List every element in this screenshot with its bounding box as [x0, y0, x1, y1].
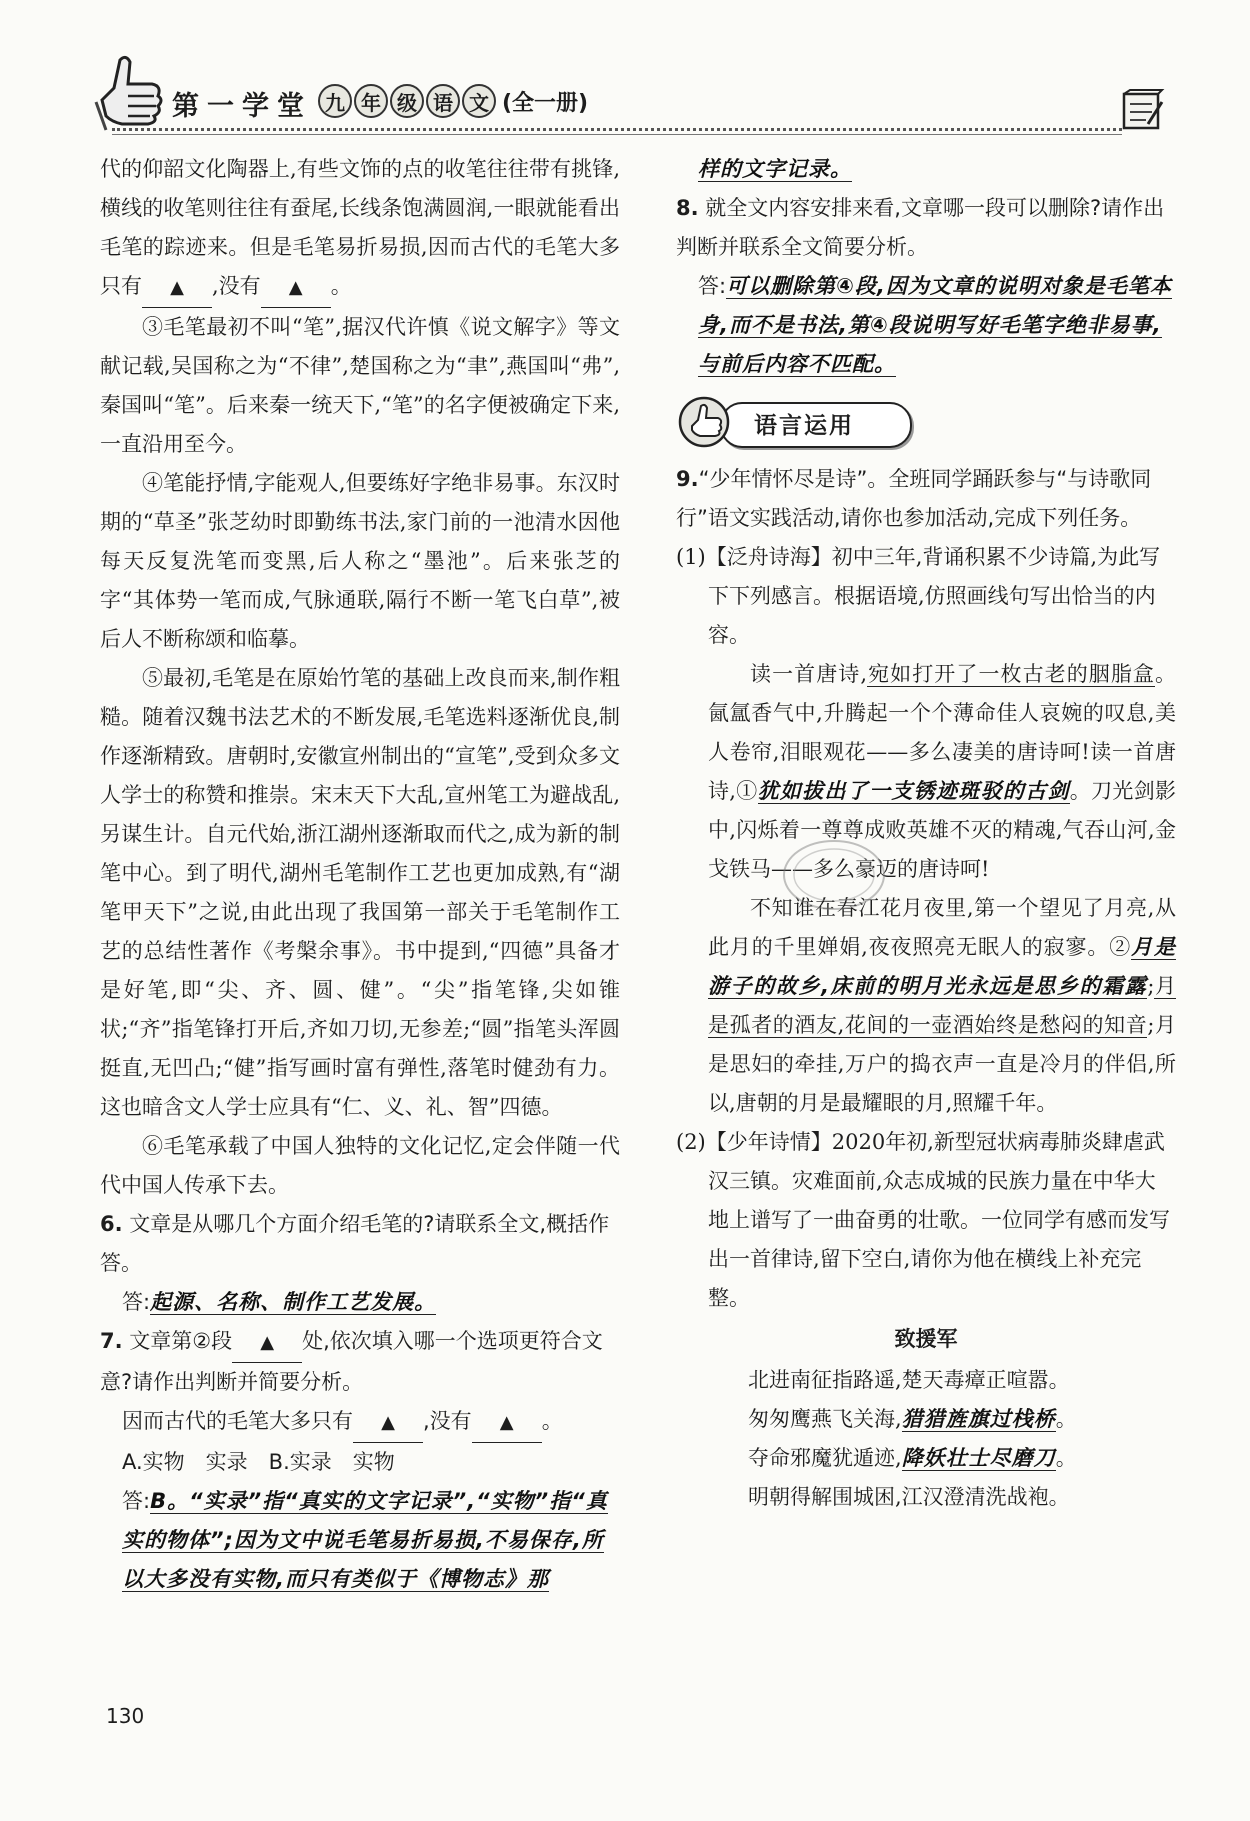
- question-number: 7.: [100, 1329, 123, 1353]
- subquestion-text: 【少年诗情】2020年初,新型冠状病毒肺炎肆虐武汉三镇。灾难面前,众志成城的民族力量在中华大地上谱写了一曲奋勇的壮歌。一位同学有感而发写出一首律诗,留下空白,请你为他在横线上补充完整。: [705, 1130, 1170, 1310]
- handwritten-answer: 样的文字记录。: [698, 157, 852, 181]
- poem-text: 夺命邪魔犹遁迹,: [748, 1446, 902, 1470]
- paragraph-2-cont: [100, 150, 620, 308]
- grade-char: 级: [390, 84, 424, 118]
- blank: ▲: [142, 267, 212, 308]
- passage-text: 不知谁在春江花月夜里,第一个望见了月亮,从此月的千里婵娟,夜夜照亮无眠人的寂寥。②: [708, 896, 1176, 959]
- grade-char: 九: [318, 84, 352, 118]
- subquestion-2: [676, 1123, 1176, 1318]
- answer-label: 答:: [698, 274, 727, 298]
- passage-text: 。刀光剑影中,闪烁着一尊尊成败英雄不灭的精魂,气吞山河,金戈铁马——多么豪迈的唐诗呵!: [708, 779, 1176, 881]
- handwritten-answer: B。“实录”指“真实的文字记录”,“实物”指“真实的物体”;因为文中说毛笔易折易损,不易保存,所以大多没有实物,而只有类似于《博物志》那: [122, 1489, 608, 1591]
- subquestion-label: (1): [676, 545, 706, 569]
- answer-label: 答:: [122, 1489, 151, 1513]
- grade-chars: [318, 84, 498, 118]
- answer-label: 答:: [122, 1290, 151, 1314]
- question-number: 8.: [676, 196, 699, 220]
- passage-2: [676, 889, 1176, 1123]
- question-7-options: A.实物 实录 B.实录 实物: [122, 1450, 395, 1474]
- grade-char: 文: [462, 84, 496, 118]
- poem-text: 匆匆鹰燕飞关海,: [748, 1407, 902, 1431]
- question-9: [676, 460, 1176, 538]
- handwritten-answer: 起源、名称、制作工艺发展。: [150, 1290, 437, 1314]
- section-title: 语言运用: [754, 413, 854, 439]
- page-number: 130: [106, 1704, 145, 1728]
- question-text: 处,依次填入哪一个选项更符合文意?请作出判断并简要分析。: [100, 1329, 603, 1394]
- question-text: 文章第②段: [129, 1329, 233, 1353]
- handwritten-answer: 降妖壮士尽磨刀: [901, 1446, 1056, 1470]
- handwritten-answer: 犹如拔出了一支锈迹斑驳的古剑: [757, 779, 1070, 803]
- answer-8: [676, 267, 1176, 384]
- paragraph-text: 代的仰韶文化陶器上,有些文饰的点的收笔往往带有挑锋,横线的收笔则往往有蚕尾,长线条饱满圆润,一眼就能看出毛笔的踪迹来。但是毛笔易折易损,因而古代的毛笔大多只有: [100, 157, 620, 298]
- poem-line: 北进南征指路遥,楚天毒瘴正喧嚣。: [748, 1368, 1070, 1392]
- answer-7-cont: [676, 150, 1176, 189]
- blank: ▲: [353, 1402, 423, 1443]
- thumbs-up-badge-icon: [676, 394, 732, 450]
- section-header: [676, 394, 1176, 454]
- grade-char: 年: [354, 84, 388, 118]
- question-7-sentence: [100, 1402, 620, 1443]
- paragraph-text: 。: [330, 274, 352, 298]
- passage-text: 。氤氲香气中,升腾起一个个薄命佳人哀婉的叹息,美人卷帘,泪眼观花——多么凄美的唐诗呵!读一首唐诗,①: [708, 662, 1176, 803]
- poem-title: 致援军: [894, 1327, 958, 1351]
- question-number: 6.: [100, 1212, 123, 1236]
- handwritten-answer: 可以删除第④段,因为文章的说明对象是毛笔本身,而不是书法,第④段说明写好毛笔字绝非易事,与前后内容不匹配。: [698, 274, 1172, 376]
- paragraph-4: ④笔能抒情,字能观人,但要练好字绝非易事。东汉时期的“草圣”张芝幼时即勤练书法,家门前的一池清水因他每天反复洗笔而变黑,后人称之“墨池”。后来张芝的字“其体势一笔而成,气脉通联,隔行不断一笔飞白草”,被后人不断称颂和临摹。: [100, 471, 620, 651]
- paragraph-6: ⑥毛笔承载了中国人独特的文化记忆,定会伴随一代代中国人传承下去。: [100, 1134, 620, 1197]
- question-number: 9.: [676, 467, 699, 491]
- grade-badge: [318, 84, 588, 118]
- question-text: 就全文内容安排来看,文章哪一段可以删除?请作出判断并联系全文简要分析。: [676, 196, 1165, 259]
- volume-label: (全一册): [502, 90, 589, 116]
- grade-char: 语: [426, 84, 460, 118]
- answer-6: [100, 1283, 620, 1322]
- left-column: [100, 150, 620, 1599]
- subquestion-label: (2): [676, 1130, 706, 1154]
- poem-text: 。: [1055, 1446, 1077, 1470]
- question-7: [100, 1322, 620, 1402]
- sentence-text: 。: [541, 1409, 563, 1433]
- blank: ▲: [232, 1322, 302, 1363]
- header-rule: [112, 134, 1122, 135]
- poem-line: [676, 1400, 1176, 1439]
- handwritten-answer: 月是游子的故乡,床前的明月光永远是思乡的霜露: [708, 935, 1176, 998]
- question-6: [100, 1205, 620, 1283]
- question-text: “少年情怀尽是诗”。全班同学踊跃参与“与诗歌同行”语文实践活动,请你也参加活动,完成下列任务。: [676, 467, 1152, 530]
- passage-1: [676, 655, 1176, 889]
- notebook-pen-icon: [1118, 88, 1166, 132]
- handwritten-answer: 猎猎旌旗过栈桥: [901, 1407, 1056, 1431]
- header-rule-dotted: [112, 128, 1122, 131]
- question-8: [676, 189, 1176, 267]
- poem-line: 明朝得解围城困,江汉澄清洗战袍。: [748, 1485, 1070, 1509]
- paragraph-3: ③毛笔最初不叫“笔”,据汉代许慎《说文解字》等文献记载,吴国称之为“不律”,楚国称之为“聿”,燕国叫“弗”,秦国叫“笔”。后来秦一统天下,“笔”的名字便被确定下来,一直沿用至今。: [100, 315, 620, 456]
- underlined-model-sentence: 宛如打开了一枚古老的胭脂盒: [867, 662, 1155, 686]
- sentence-text: 因而古代的毛笔大多只有: [122, 1409, 353, 1433]
- poem-text: 。: [1055, 1407, 1077, 1431]
- subquestion-1: [676, 538, 1176, 655]
- blank: ▲: [472, 1402, 542, 1443]
- answer-7: [100, 1482, 620, 1599]
- passage-text: 读一首唐诗,: [750, 662, 868, 686]
- stamp-mark: [778, 835, 890, 915]
- subquestion-text: 【泛舟诗海】初中三年,背诵积累不少诗篇,为此写下下列感言。根据语境,仿照画线句写出恰当的内容。: [705, 545, 1161, 647]
- paragraph-5: ⑤最初,毛笔是在原始竹笔的基础上改良而来,制作粗糙。随着汉魏书法艺术的不断发展,毛笔选料逐渐优良,制作逐渐精致。唐朝时,安徽宣州制出的“宣笔”,受到众多文人学士的称赞和推崇。宋末天下大乱,宣州笔工为避战乱,另谋生计。自元代始,浙江湖州逐渐取而代之,成为新的制笔中心。到了明代,湖州毛笔制作工艺也更加成熟,有“湖笔甲天下”之说,由此出现了我国第一部关于毛笔制作工艺的总结性著作《考槃余事》。书中提到,“四德”具备才是好笔,即“尖、齐、圆、健”。“尖”指笔锋,尖如锥状;“齐”指笔锋打开后,齐如刀切,无参差;“圆”指笔头浑圆挺直,无凹凸;“健”指写画时富有弹性,落笔时健劲有力。这也暗含文人学士应具有“仁、义、礼、智”四德。: [100, 666, 620, 1119]
- poem-line: [676, 1439, 1176, 1478]
- blank: ▲: [261, 267, 331, 308]
- brand-title: 第一学堂: [172, 91, 312, 122]
- right-column: [676, 150, 1176, 1517]
- sentence-text: ,没有: [423, 1409, 472, 1433]
- page-header: [0, 0, 1250, 150]
- thumbs-up-icon: [92, 50, 168, 136]
- paragraph-text: ,没有: [212, 274, 261, 298]
- question-text: 文章是从哪几个方面介绍毛笔的?请联系全文,概括作答。: [100, 1212, 610, 1275]
- passage-text: ;月是思妇的牵挂,万户的捣衣声一直是冷月的伴侣,所以,唐朝的月是最耀眼的月,照耀千年。: [708, 1013, 1176, 1115]
- passage-text: ;: [1147, 974, 1155, 998]
- underlined-model-sentence: 月是孤者的酒友,花间的一壶酒始终是愁闷的知音: [708, 974, 1177, 1037]
